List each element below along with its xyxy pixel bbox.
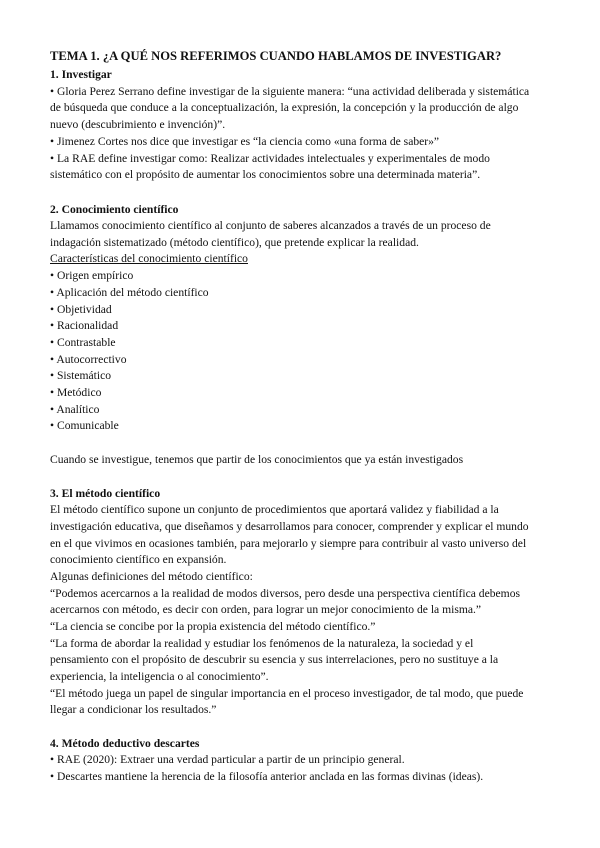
list-item: • Comunicable bbox=[50, 419, 119, 432]
s1-text-line: sistemático con el propósito de aumentar los conocimientos sobre una determinada materia”. bbox=[50, 168, 481, 181]
list-item: • Descartes mantiene la herencia de la filosofía anterior anclada en las formas divinas (ideas). bbox=[50, 770, 484, 783]
s3-text-line: en el que vivimos en ocasiones también, para mejorarlo y siempre para contribuir al vasto universo del bbox=[50, 537, 527, 550]
s3-quote-line: llegar a condicionar los resultados.” bbox=[50, 703, 217, 716]
list-item: • RAE (2020): Extraer una verdad particular a partir de un principio general. bbox=[50, 753, 405, 766]
s3-text-line: investigación educativa, que diseñamos y desarrollamos para conocer, comprender y explicar el mundo bbox=[50, 520, 529, 533]
s2-text-line: Llamamos conocimiento científico al conjunto de saberes alcanzados a través de un proceso de bbox=[50, 219, 491, 232]
section-4-heading: 4. Método deductivo descartes bbox=[50, 737, 200, 750]
document-title: TEMA 1. ¿A QUÉ NOS REFERIMOS CUANDO HABLAMOS DE INVESTIGAR? bbox=[50, 49, 502, 63]
list-item: • Contrastable bbox=[50, 336, 116, 349]
s1-text-line: nuevo (descubrimiento e invención)”. bbox=[50, 118, 226, 131]
s1-text-line: de búsqueda que conduce a la conceptualización, la expresión, la concepción y la producción de algo bbox=[50, 101, 519, 114]
s1-text-line: • La RAE define investigar como: Realizar actividades intelectuales y experimentales de modo bbox=[50, 152, 490, 165]
list-item: • Autocorrectivo bbox=[50, 353, 127, 366]
s3-text-line: conocimiento científico en expansión. bbox=[50, 553, 227, 566]
s2-closing-line: Cuando se investigue, tenemos que partir de los conocimientos que ya están investigados bbox=[50, 453, 464, 466]
list-item: • Analítico bbox=[50, 403, 100, 416]
s2-text-line: indagación sistematizado (método científico), que pretende explicar la realidad. bbox=[50, 236, 419, 249]
s3-quote-line: “La ciencia se concibe por la propia existencia del método científico.” bbox=[50, 620, 376, 633]
section-2-heading: 2. Conocimiento científico bbox=[50, 203, 179, 216]
s3-quote-line: experiencia, la inteligencia o al conocimiento”. bbox=[50, 670, 269, 683]
section-1-heading: 1. Investigar bbox=[50, 68, 112, 81]
s1-text-line: • Gloria Perez Serrano define investigar de la siguiente manera: “una actividad deliberada y sistemática bbox=[50, 85, 530, 98]
list-item: • Sistemático bbox=[50, 369, 112, 382]
section-3-heading: 3. El método científico bbox=[50, 487, 161, 500]
s3-text-line: Algunas definiciones del método científico: bbox=[50, 570, 253, 583]
s3-quote-line: acercarnos con método, es decir con orden, para lograr un mejor conocimiento de la misma.” bbox=[50, 603, 482, 616]
list-item: • Metódico bbox=[50, 386, 102, 399]
s2-subheading: Características del conocimiento científico bbox=[50, 252, 248, 265]
list-item: • Origen empírico bbox=[50, 269, 134, 282]
list-item: • Aplicación del método científico bbox=[50, 286, 209, 299]
list-item: • Racionalidad bbox=[50, 319, 119, 332]
s3-quote-line: pensamiento con el propósito de descubrir su esencia y sus interrelaciones, pero no sustituye a la bbox=[50, 653, 499, 666]
s3-text-line: El método científico supone un conjunto de procedimientos que aportará validez y fiabilidad a la bbox=[50, 503, 499, 516]
list-item: • Objetividad bbox=[50, 303, 112, 316]
s3-quote-line: “La forma de abordar la realidad y estudiar los fenómenos de la naturaleza, la sociedad y el bbox=[50, 637, 474, 650]
s1-text-line: • Jimenez Cortes nos dice que investigar es “la ciencia como «una forma de saber»” bbox=[50, 135, 440, 148]
s3-quote-line: “El método juega un papel de singular importancia en el proceso investigador, de tal modo, que puede bbox=[50, 687, 524, 700]
s3-quote-line: “Podemos acercarnos a la realidad de modos diversos, pero desde una perspectiva científica debemos bbox=[50, 587, 521, 600]
